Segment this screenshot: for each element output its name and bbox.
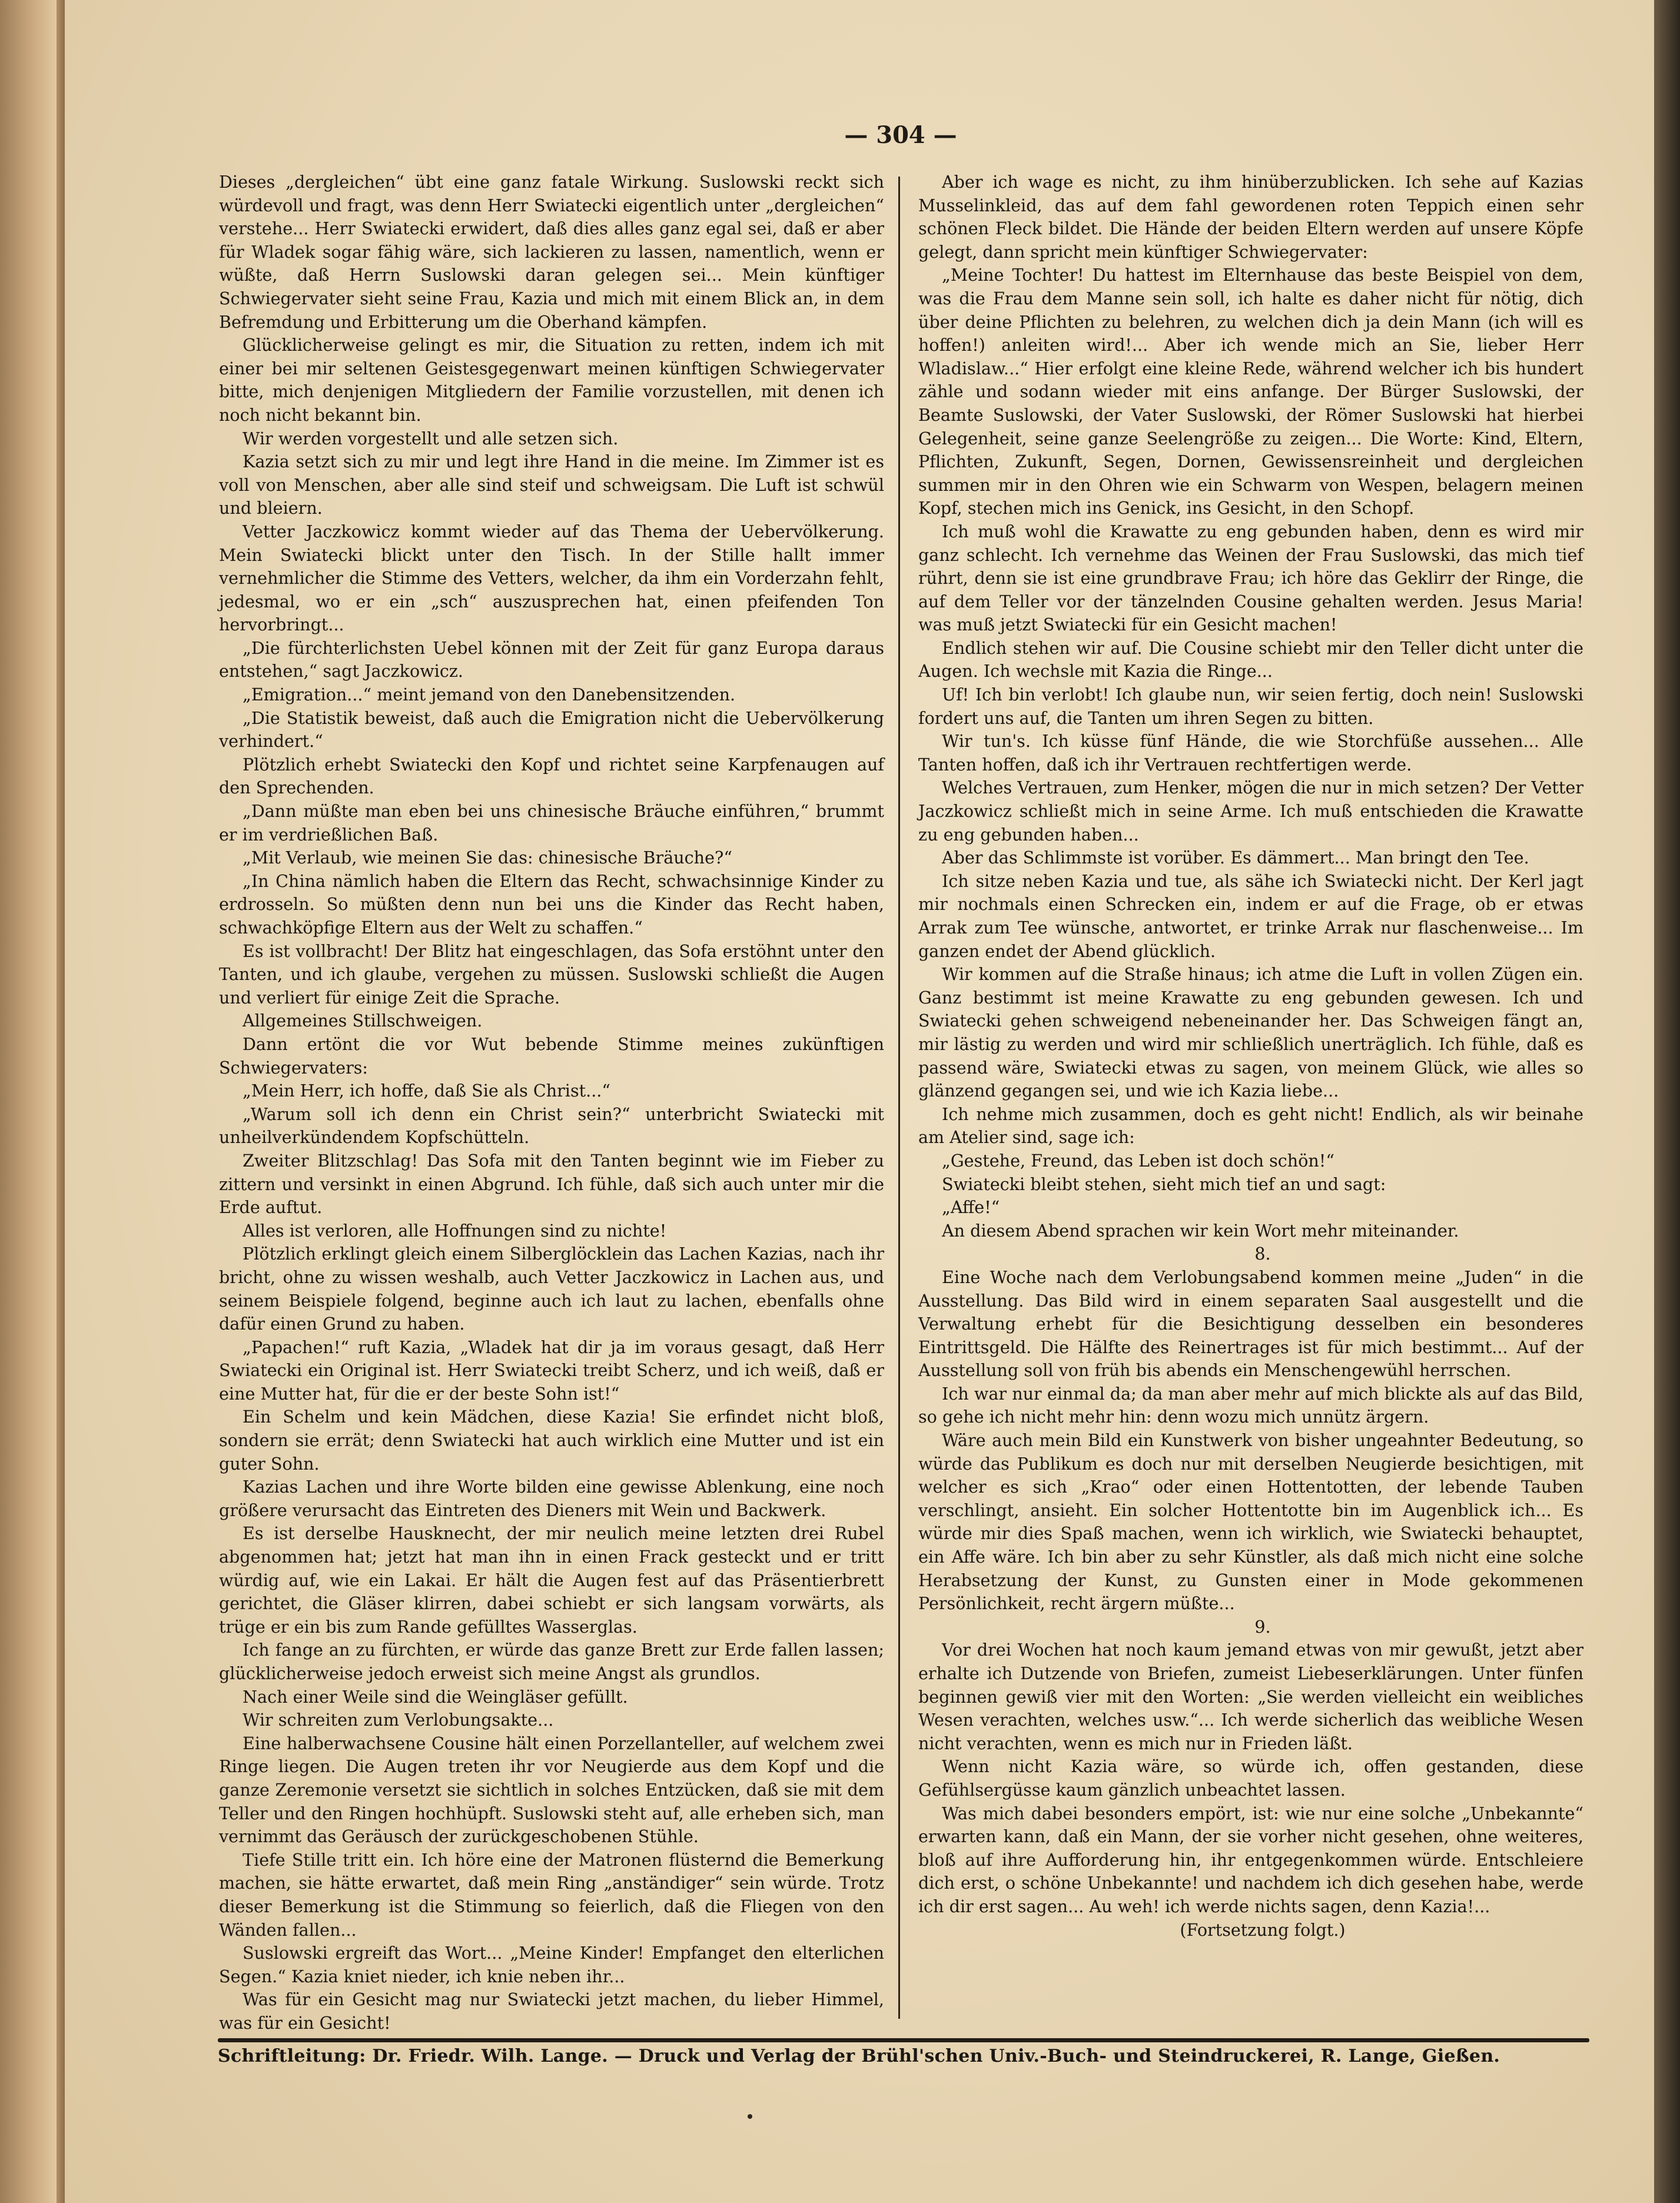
paragraph: Allgemeines Stillschweigen. [243, 1011, 483, 1031]
continuation-note: (Fortsetzung folgt.) [1180, 1919, 1346, 1940]
paragraph: Ein Schelm und kein Mädchen, diese Kazia! Sie erfindet nicht bloß, sondern sie errät; denn Swiatecki hat auch wirklich eine Mutter und ist ein guter Sohn. [219, 1407, 884, 1474]
paragraph: „Die fürchterlichsten Uebel können mit der Zeit für ganz Europa daraus entstehen,“ sagt Jaczkowicz. [219, 637, 884, 682]
paragraph: Wenn nicht Kazia wäre, so würde ich, offen gestanden, diese Gefühlsergüsse kaum gänzlich unbeachtet lassen. [918, 1756, 1583, 1800]
paragraph: Wir kommen auf die Straße hinaus; ich atme die Luft in vollen Zügen ein. Ganz bestimmt ist meine Krawatte zu eng gebunden gewesen. Ich und Swiatecki gehen schweigend nebeneinander her. Das Schweigen fängt an, mir lästig zu werden und wird mir schließlich unerträglich. Ich fühle, daß es passend wäre, Swiatecki etwas zu sagen, von meinem Glück, wie alles so glänzend gegangen sei, und wie ich Kazia liebe... [918, 964, 1583, 1101]
right-column-part-1 [918, 171, 1583, 1242]
footer-rule [218, 2038, 1589, 2042]
paragraph: Vetter Jaczkowicz kommt wieder auf das Thema der Uebervölkerung. Mein Swiatecki blickt unter den Tisch. In der Stille hallt immer vernehmlicher die Stimme des Vetters, welcher, da ihm ein Vorderzahn fehlt, jedesmal, wo er ein „sch“ auszusprechen hat, einen pfeifenden Ton hervorbringt... [219, 521, 884, 635]
paragraph: Kazias Lachen und ihre Worte bilden eine gewisse Ablenkung, eine noch größere verursacht das Eintreten des Dieners mit Wein und Backwerk. [219, 1477, 884, 1520]
paragraph: Was mich dabei besonders empört, ist: wie nur eine solche „Unbekannte“ erwarten kann, daß ein Mann, der sie vorher nicht gesehen, ohne weiteres, bloß auf ihre Aufforderung hin, ihr entgegenkommen würde. Entschleiere dich erst, o schöne Unbekannte! und nachdem ich dich gesehen habe, werde ich dir erst sagen... Au weh! ich werde nichts sagen, denn Kazia!... [918, 1803, 1583, 1916]
paragraph: „Affe!“ [942, 1197, 1000, 1218]
paragraph: Plötzlich erklingt gleich einem Silberglöcklein das Lachen Kazias, nach ihr bricht, ohne zu wissen weshalb, auch Vetter Jaczkowicz in Lachen aus, und seinem Beispiele folgend, beginne auch ich laut zu lachen, ebenfalls ohne dafür einen Grund zu haben. [219, 1244, 884, 1334]
left-column [219, 171, 884, 2035]
paragraph: Wir werden vorgestellt und alle setzen sich. [243, 428, 619, 448]
paragraph: Aber das Schlimmste ist vorüber. Es dämmert... Man bringt den Tee. [942, 848, 1529, 868]
paragraph: Tiefe Stille tritt ein. Ich höre eine der Matronen flüsternd die Bemerkung machen, sie hätte erwartet, daß mein Ring „anständiger“ sein würde. Trotz dieser Bemerkung ist die Stimmung so feierlich, daß die Fliegen von den Wänden fallen... [219, 1849, 884, 1940]
paragraph: Es ist vollbracht! Der Blitz hat eingeschlagen, das Sofa erstöhnt unter den Tanten, und ich glaube, vergehen zu müssen. Suslowski schließt die Augen und verliert für einige Zeit die Sprache. [219, 941, 884, 1008]
paragraph: Uf! Ich bin verlobt! Ich glaube nun, wir seien fertig, doch nein! Suslowski fordert uns auf, die Tanten um ihren Segen zu bitten. [918, 685, 1583, 728]
paragraph: Suslowski ergreift das Wort... „Meine Kinder! Empfanget den elterlichen Segen.“ Kazia kniet nieder, ich knie neben ihr... [219, 1943, 884, 1986]
paragraph: Ich nehme mich zusammen, doch es geht nicht! Endlich, als wir beinahe am Atelier sind, sage ich: [918, 1104, 1583, 1148]
section-number-8: 8. [1254, 1244, 1271, 1264]
paragraph: Wir tun's. Ich küsse fünf Hände, die wie Storchfüße aussehen... Alle Tanten hoffen, daß ich ihr Vertrauen rechtfertigen werde. [918, 731, 1583, 775]
paragraph: Ich muß wohl die Krawatte zu eng gebunden haben, denn es wird mir ganz schlecht. Ich vernehme das Weinen der Frau Suslowski, das mich tief rührt, denn sie ist eine grundbrave Frau; ich höre das Geklirr der Ringe, die auf dem Teller vor der tänzelnden Cousine gehalten werden. Jesus Maria! was muß jetzt Swiatecki für ein Gesicht machen! [918, 521, 1583, 635]
paragraph: „Gestehe, Freund, das Leben ist doch schön!“ [942, 1150, 1334, 1171]
paragraph: Glücklicherweise gelingt es mir, die Situation zu retten, indem ich mit einer bei mir seltenen Geistesgegenwart meinen künftigen Schwiegervater bitte, mich denjenigen Mitgliedern der Familie vorzustellen, mit denen ich noch nicht bekannt bin. [219, 335, 884, 425]
right-column-part-3 [918, 1639, 1583, 1918]
paragraph: „Emigration...“ meint jemand von den Danebensitzenden. [243, 685, 736, 705]
paragraph: Endlich stehen wir auf. Die Cousine schiebt mir den Teller dicht unter die Augen. Ich wechsle mit Kazia die Ringe... [918, 637, 1583, 682]
column-divider [898, 177, 900, 2019]
paragraph: Ich war nur einmal da; da man aber mehr auf mich blickte als auf das Bild, so gehe ich nicht mehr hin: denn wozu mich unnütz ärgern. [918, 1383, 1583, 1427]
paragraph: Ich fange an zu fürchten, er würde das ganze Brett zur Erde fallen lassen; glücklicherweise jedoch erweist sich meine Angst als grundlos. [219, 1640, 884, 1683]
paragraph: Kazia setzt sich zu mir und legt ihre Hand in die meine. Im Zimmer ist es voll von Menschen, aber alle sind steif und schweigsam. Die Luft ist schwül und bleiern. [219, 451, 884, 519]
right-column-part-2 [918, 1266, 1583, 1616]
paragraph: Swiatecki bleibt stehen, sieht mich tief an und sagt: [942, 1174, 1386, 1194]
paragraph: Aber ich wage es nicht, zu ihm hinüberzublicken. Ich sehe auf Kazias Musselinkleid, das auf dem fahl gewordenen roten Teppich einen sehr schönen Fleck bildet. Die Hände der beiden Eltern werden auf unsere Köpfe gelegt, dann spricht mein künftiger Schwiegervater: [918, 172, 1583, 262]
paragraph: Eine halberwachsene Cousine hält einen Porzellanteller, auf welchem zwei Ringe liegen. Die Augen treten ihr vor Neugierde aus dem Kopf und die ganze Zeremonie versetzt sie sichtlich in solches Entzücken, daß sie mit dem Teller und den Ringen hochhüpft. Suslowski steht auf, alle erheben sich, man vernimmt das Geräusch der zurückgeschobenen Stühle. [219, 1733, 884, 1847]
paragraph: „Die Statistik beweist, daß auch die Emigration nicht die Uebervölkerung verhindert.“ [219, 707, 884, 752]
paragraph: „In China nämlich haben die Eltern das Recht, schwachsinnige Kinder zu erdrosseln. So müßten denn nun bei uns die Kinder das Recht haben, schwachköpfige Eltern aus der Welt zu schaffen.“ [219, 870, 884, 938]
paragraph: „Mit Verlaub, wie meinen Sie das: chinesische Bräuche?“ [243, 848, 732, 868]
paragraph: „Meine Tochter! Du hattest im Elternhause das beste Beispiel von dem, was die Frau dem Manne sein soll, ich halte es daher nicht für nötig, dich über deine Pflichten zu belehren, zu welchen dich ja dein Mann (ich will es hoffen!) anleiten wird!... Aber ich wende mich an Sie, lieber Herr Wladislaw...“ Hier erfolgt eine kleine Rede, während welcher ich bis hundert zähle und sodann wieder mit eins anfange. Der Bürger Suslowski, der Beamte Suslowski, der Vater Suslowski, der Römer Suslowski hat hierbei Gelegenheit, seine ganze Seelengröße zu zeigen... Die Worte: Kind, Eltern, Pflichten, Zukunft, Segen, Dornen, Gewissensreinheit und dergleichen summen mir in den Ohren wie ein Schwarm von Wespen, belagern meinen Kopf, stechen mich ins Genick, ins Gesicht, in den Schopf. [918, 265, 1583, 519]
paragraph: An diesem Abend sprachen wir kein Wort mehr miteinander. [942, 1220, 1459, 1241]
paragraph: „Mein Herr, ich hoffe, daß Sie als Christ...“ [243, 1081, 610, 1101]
paragraph: Welches Vertrauen, zum Henker, mögen die nur in mich setzen? Der Vetter Jaczkowicz schließt mich in seine Arme. Ich muß entschieden die Krawatte zu eng gebunden haben... [918, 777, 1583, 845]
paragraph: „Papachen!“ ruft Kazia, „Wladek hat dir ja im voraus gesagt, daß Herr Swiatecki ein Original ist. Herr Swiatecki treibt Scherz, und ich weiß, daß er eine Mutter hat, für die er der beste Sohn ist!“ [219, 1337, 884, 1404]
paragraph: Dann ertönt die vor Wut bebende Stimme meines zukünftigen Schwiegervaters: [219, 1034, 884, 1078]
paragraph: Was für ein Gesicht mag nur Swiatecki jetzt machen, du lieber Himmel, was für ein Gesicht! [219, 1989, 884, 2033]
paragraph: „Dann müßte man eben bei uns chinesische Bräuche einführen,“ brummt er im verdrießlichen Baß. [219, 801, 884, 845]
paragraph: Alles ist verloren, alle Hoffnungen sind zu nichte! [243, 1220, 667, 1241]
paragraph: Nach einer Weile sind die Weingläser gefüllt. [243, 1686, 628, 1707]
print-speck [748, 2114, 752, 2119]
paragraph: Eine Woche nach dem Verlobungsabend kommen meine „Juden“ in die Ausstellung. Das Bild wird in einem separaten Saal ausgestellt und die Verwaltung erhebt für die Besichtigung desselben ein besonderes Eintrittsgeld. Die Hälfte des Reinertrages ist für mich bestimmt... Auf der Ausstellung soll von früh bis abends ein Menschengewühl herrschen. [918, 1267, 1583, 1381]
paragraph: Wäre auch mein Bild ein Kunstwerk von bisher ungeahnter Bedeutung, so würde das Publikum es doch nur mit derselben Neugierde besichtigen, mit welcher es sich „Krao“ oder einen Hottentotten, der lebende Tauben verschlingt, ansieht. Ein solcher Hottentotte bin im Augenblick ich... Es würde mir dies Spaß machen, wenn ich wirklich, wie Swiatecki behauptet, ein Affe wäre. Ich bin aber zu sehr Künstler, als daß mich nicht eine solche Herabsetzung der Kunst, zu Gunsten einer in Mode gekommenen Persönlichkeit, recht ärgern müßte... [918, 1430, 1583, 1614]
paragraph: Dieses „dergleichen“ übt eine ganz fatale Wirkung. Suslowski reckt sich würdevoll und fragt, was denn Herr Swiatecki eigentlich unter „dergleichen“ verstehe... Herr Swiatecki erwidert, daß dies alles ganz egal sei, daß er aber für Wladek sogar fähig wäre, sich lackieren zu lassen, namentlich, wenn er wüßte, daß Herrn Suslowski daran gelegen sei... Mein künftiger Schwiegervater sieht seine Frau, Kazia und mich mit einem Blick an, in dem Befremdung und Erbitterung um die Oberhand kämpfen. [219, 172, 884, 332]
paragraph: Wir schreiten zum Verlobungsakte... [243, 1710, 554, 1730]
paragraph: Vor drei Wochen hat noch kaum jemand etwas von mir gewußt, jetzt aber erhalte ich Dutzende von Briefen, zumeist Liebeserklärungen. Unter fünfen beginnen gewiß vier mit den Worten: „Sie werden vielleicht ein weibliches Wesen verachten, welches usw.“... Ich werde sicherlich das weibliche Wesen nicht verachten, wenn es mich nur in Frieden läßt. [918, 1640, 1583, 1753]
right-column [918, 171, 1583, 1942]
paragraph: Es ist derselbe Hausknecht, der mir neulich meine letzten drei Rubel abgenommen hat; jetzt hat man ihn in einen Frack gesteckt und er tritt würdig auf, wie ein Lakai. Er hält die Augen fest auf das Präsentierbrett gerichtet, die Gläser klirren, dabei schiebt er sich langsam vorwärts, als trüge er ein bis zum Rande gefülltes Wasserglas. [219, 1523, 884, 1637]
paragraph: Ich sitze neben Kazia und tue, als sähe ich Swiatecki nicht. Der Kerl jagt mir nochmals einen Schrecken ein, indem er auf die Frage, ob er etwas Arrak zum Tee wünsche, antwortet, er trinke Arrak nur flaschenweise... Im ganzen endet der Abend glücklich. [918, 870, 1583, 961]
paragraph: Zweiter Blitzschlag! Das Sofa mit den Tanten beginnt wie im Fieber zu zittern und versinkt in einen Abgrund. Ich fühle, daß sich auch unter mir die Erde auftut. [219, 1150, 884, 1218]
imprint-footer: Schriftleitung: Dr. Friedr. Wilh. Lange. — Druck und Verlag der Brühl'schen Univ.-Buch- und Steindruckerei, R. Lange, Gießen. [218, 2046, 1500, 2066]
page-right-edge [1654, 0, 1680, 2203]
paragraph: „Warum soll ich denn ein Christ sein?“ unterbricht Swiatecki mit unheilverkündendem Kopfschütteln. [219, 1104, 884, 1148]
section-number-9: 9. [1254, 1616, 1271, 1637]
page-number: — 304 — [844, 121, 957, 149]
paragraph: Plötzlich erhebt Swiatecki den Kopf und richtet seine Karpfenaugen auf den Sprechenden. [219, 754, 884, 798]
